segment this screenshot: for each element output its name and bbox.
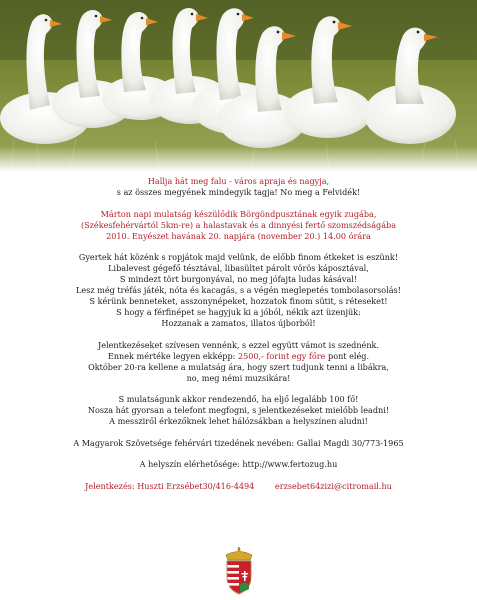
intro-block	[0, 176, 477, 198]
registration-line: no, meg némi muzsikára!	[186, 372, 291, 383]
invitation-text	[0, 176, 477, 502]
organizer-line: A Magyarok Szövetsége fehérvári tizedének nevében: Gallai Magdi 30/773-1965	[73, 437, 404, 448]
intro-line: Hallja hát meg falu - város apraja és nagyja,	[147, 176, 330, 186]
announcement-line: Márton napi mulatság készülődik Börgöndpusztának egyik zugába,	[100, 208, 377, 219]
minimum-block	[0, 394, 477, 427]
geese-photo	[0, 0, 477, 172]
program-line: S mindezt tört burgonyával, no meg jófajta ludas kásával!	[119, 274, 358, 284]
program-line: Gyertek hát közénk s ropjátok majd velünk, de előbb finom étkeket is eszünk!	[78, 252, 399, 262]
price-line	[0, 351, 477, 362]
program-line: S hogy a férfinépet se hagyjuk ki a jóból, nékik azt üzenjük:	[116, 307, 361, 317]
intro-line: s az összes megyének mindegyik tagja! No meg a Felvidék!	[116, 187, 361, 197]
minimum-line: S mulatságunk akkor rendezendő, ha eljő legalább 100 fő!	[118, 394, 359, 404]
venue-contact-line[interactable]: A helyszín elérhetősége: http://www.fertozug.hu	[139, 459, 338, 469]
hungarian-coat-of-arms-icon	[222, 547, 256, 595]
program-block	[0, 252, 477, 329]
minimum-line: A messziről érkezőknek lehet hálózsákban a helyszínen aludni!	[109, 416, 368, 426]
contact-line	[0, 481, 477, 492]
announcement-line: 2010. Enyészet havának 20. napjára (november 20.) 14.00 órára	[106, 230, 371, 241]
price-prefix: Ennek mértéke legyen ekképp:	[107, 350, 238, 361]
program-line: Libalevest gégefő tésztával, libasültet párolt vörös káposztával,	[108, 263, 369, 273]
registration-line: Október 20-ra kellene a mulatság ára, hogy szert tudjunk tenni a libákra,	[88, 361, 389, 372]
registration-line: Jelentkezéseket szívesen vennénk, s ezzel együtt vámot is szednénk.	[97, 339, 380, 350]
minimum-line: Nosza hát gyorsan a telefont megfogni, s jelentkezéseket mielőbb leadni!	[87, 405, 390, 415]
announcement-line: (Székesfehérvártól 5km-re) a halastavak és a dinnyési fertő szomszédságába	[80, 219, 397, 230]
venue-block	[0, 459, 477, 470]
announcement-block	[0, 209, 477, 242]
contact-phone[interactable]: Jelentkezés: Huszti Erzsébet30/416-4494	[85, 480, 255, 491]
program-line: S kérünk benneteket, asszonynépeket, hozzatok finom sütit, s réteseket!	[89, 296, 388, 306]
program-line: Lesz még tréfás játék, nóta és kacagás, s a végén meglepetés tombolasorsolás!	[76, 285, 401, 295]
organizer-block	[0, 438, 477, 449]
registration-block	[0, 340, 477, 384]
contact-block	[0, 481, 477, 492]
price-value: 2500,- forint egy főre	[237, 350, 326, 361]
price-suffix: pont elég.	[325, 350, 370, 361]
contact-email[interactable]: erzsebet64zizi@citromail.hu	[274, 480, 392, 491]
program-line: Hozzanak a zamatos, illatos újborból!	[161, 318, 316, 328]
